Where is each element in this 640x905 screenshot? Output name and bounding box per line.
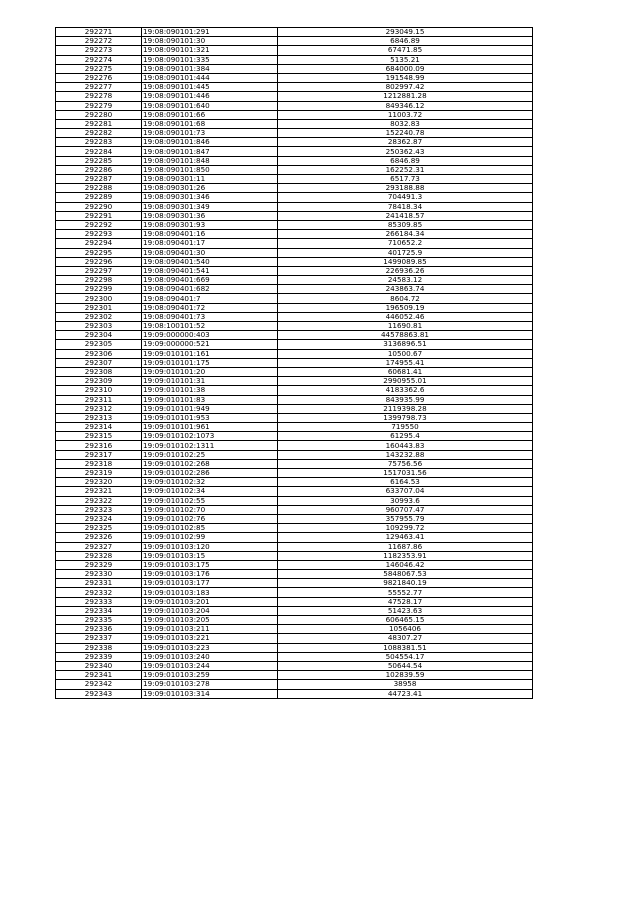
cadastral-number-cell: 19:09:010102:70 (142, 505, 278, 514)
row-number-cell: 292303 (56, 322, 142, 331)
value-cell: 44723.41 (278, 689, 533, 698)
value-cell: 38958 (278, 680, 533, 689)
cadastral-number-cell: 19:08:090401:30 (142, 248, 278, 257)
table-row (56, 28, 533, 37)
row-number-cell: 292315 (56, 432, 142, 441)
table-row (56, 487, 533, 496)
table-row (56, 579, 533, 588)
value-cell: 75756.56 (278, 459, 533, 468)
table-row (56, 64, 533, 73)
row-number-cell: 292341 (56, 671, 142, 680)
table-row (56, 588, 533, 597)
cadastral-number-cell: 19:08:090101:321 (142, 46, 278, 55)
table-row (56, 239, 533, 248)
cadastral-number-cell: 19:08:090101:384 (142, 64, 278, 73)
row-number-cell: 292340 (56, 661, 142, 670)
table-row (56, 202, 533, 211)
table-row (56, 423, 533, 432)
row-number-cell: 292287 (56, 175, 142, 184)
table-row (56, 165, 533, 174)
row-number-cell: 292291 (56, 211, 142, 220)
cadastral-number-cell: 19:09:000000:521 (142, 340, 278, 349)
row-number-cell: 292337 (56, 634, 142, 643)
table-row (56, 175, 533, 184)
row-number-cell: 292281 (56, 119, 142, 128)
cadastral-number-cell: 19:08:090101:335 (142, 55, 278, 64)
value-cell: 684000.09 (278, 64, 533, 73)
value-cell: 266184.34 (278, 230, 533, 239)
cadastral-number-cell: 19:09:010103:278 (142, 680, 278, 689)
cadastral-number-cell: 19:09:010102:85 (142, 524, 278, 533)
cadastral-number-cell: 19:08:090301:26 (142, 184, 278, 193)
row-number-cell: 292276 (56, 73, 142, 82)
row-number-cell: 292296 (56, 257, 142, 266)
value-cell: 4183362.6 (278, 386, 533, 395)
cadastral-number-cell: 19:09:010103:221 (142, 634, 278, 643)
table-row (56, 285, 533, 294)
value-cell: 162252.31 (278, 165, 533, 174)
row-number-cell: 292280 (56, 110, 142, 119)
value-cell: 11690.81 (278, 322, 533, 331)
row-number-cell: 292336 (56, 625, 142, 634)
table-row (56, 358, 533, 367)
table-row (56, 469, 533, 478)
row-number-cell: 292329 (56, 560, 142, 569)
row-number-cell: 292330 (56, 570, 142, 579)
table-row (56, 689, 533, 698)
value-cell: 196509.19 (278, 303, 533, 312)
value-cell: 50644.54 (278, 661, 533, 670)
row-number-cell: 292314 (56, 423, 142, 432)
table-row (56, 73, 533, 82)
table-row (56, 83, 533, 92)
value-cell: 160443.83 (278, 441, 533, 450)
cadastral-number-cell: 19:09:010102:268 (142, 459, 278, 468)
cadastral-number-cell: 19:09:010103:211 (142, 625, 278, 634)
cadastral-number-cell: 19:08:090101:68 (142, 119, 278, 128)
value-cell: 48307.27 (278, 634, 533, 643)
table-row (56, 643, 533, 652)
value-cell: 1182353.91 (278, 551, 533, 560)
row-number-cell: 292321 (56, 487, 142, 496)
row-number-cell: 292343 (56, 689, 142, 698)
value-cell: 960707.47 (278, 505, 533, 514)
table-row (56, 322, 533, 331)
value-cell: 504554.17 (278, 652, 533, 661)
cadastral-number-cell: 19:09:010103:314 (142, 689, 278, 698)
table-row (56, 514, 533, 523)
cadastral-number-cell: 19:08:090101:446 (142, 92, 278, 101)
value-cell: 143232.88 (278, 450, 533, 459)
cadastral-number-cell: 19:08:090401:7 (142, 294, 278, 303)
row-number-cell: 292300 (56, 294, 142, 303)
table-row (56, 331, 533, 340)
table-row (56, 92, 533, 101)
value-cell: 24583.12 (278, 276, 533, 285)
table-row (56, 560, 533, 569)
row-number-cell: 292290 (56, 202, 142, 211)
cadastral-number-cell: 19:08:090401:72 (142, 303, 278, 312)
cadastral-number-cell: 19:09:010102:25 (142, 450, 278, 459)
cadastral-number-cell: 19:09:010102:55 (142, 496, 278, 505)
cadastral-number-cell: 19:09:010102:34 (142, 487, 278, 496)
cadastral-number-cell: 19:09:010103:259 (142, 671, 278, 680)
value-cell: 243863.74 (278, 285, 533, 294)
value-cell: 8032.83 (278, 119, 533, 128)
cadastral-number-cell: 19:09:010101:949 (142, 404, 278, 413)
row-number-cell: 292308 (56, 367, 142, 376)
value-cell: 28362.87 (278, 138, 533, 147)
value-cell: 30993.6 (278, 496, 533, 505)
cadastral-number-cell: 19:08:090401:669 (142, 276, 278, 285)
value-cell: 1517031.56 (278, 469, 533, 478)
row-number-cell: 292272 (56, 37, 142, 46)
value-cell: 11003.72 (278, 110, 533, 119)
row-number-cell: 292282 (56, 129, 142, 138)
cadastral-number-cell: 19:09:010101:83 (142, 395, 278, 404)
cadastral-number-cell: 19:08:100101:52 (142, 322, 278, 331)
row-number-cell: 292292 (56, 220, 142, 229)
value-cell: 3136896.51 (278, 340, 533, 349)
value-cell: 152240.78 (278, 129, 533, 138)
value-cell: 1499089.85 (278, 257, 533, 266)
table-row (56, 110, 533, 119)
row-number-cell: 292331 (56, 579, 142, 588)
row-number-cell: 292277 (56, 83, 142, 92)
value-cell: 191548.99 (278, 73, 533, 82)
value-cell: 1212881.28 (278, 92, 533, 101)
value-cell: 44578863.81 (278, 331, 533, 340)
row-number-cell: 292319 (56, 469, 142, 478)
cadastral-number-cell: 19:09:010102:1311 (142, 441, 278, 450)
row-number-cell: 292278 (56, 92, 142, 101)
table-row (56, 257, 533, 266)
table-row (56, 340, 533, 349)
row-number-cell: 292279 (56, 101, 142, 110)
row-number-cell: 292310 (56, 386, 142, 395)
row-number-cell: 292285 (56, 156, 142, 165)
table-row (56, 671, 533, 680)
cadastral-number-cell: 19:08:090401:682 (142, 285, 278, 294)
value-cell: 9821840.19 (278, 579, 533, 588)
value-cell: 55552.77 (278, 588, 533, 597)
cadastral-number-cell: 19:08:090401:541 (142, 266, 278, 275)
cadastral-number-cell: 19:09:010102:286 (142, 469, 278, 478)
row-number-cell: 292326 (56, 533, 142, 542)
table-row (56, 432, 533, 441)
value-cell: 6517.73 (278, 175, 533, 184)
table-row (56, 505, 533, 514)
cadastral-number-cell: 19:08:090401:16 (142, 230, 278, 239)
row-number-cell: 292309 (56, 377, 142, 386)
table-row (56, 404, 533, 413)
row-number-cell: 292306 (56, 349, 142, 358)
table-row (56, 441, 533, 450)
value-cell: 633707.04 (278, 487, 533, 496)
value-cell: 401725.9 (278, 248, 533, 257)
table-row (56, 276, 533, 285)
row-number-cell: 292295 (56, 248, 142, 257)
table-row (56, 37, 533, 46)
row-number-cell: 292302 (56, 312, 142, 321)
value-cell: 357955.79 (278, 514, 533, 523)
value-cell: 8604.72 (278, 294, 533, 303)
table-row (56, 652, 533, 661)
cadastral-number-cell: 19:09:010102:32 (142, 478, 278, 487)
table-row (56, 570, 533, 579)
cadastral-number-cell: 19:08:090101:73 (142, 129, 278, 138)
value-cell: 2119398.28 (278, 404, 533, 413)
cadastral-number-cell: 19:09:010102:1073 (142, 432, 278, 441)
cadastral-number-cell: 19:08:090101:30 (142, 37, 278, 46)
cadastral-number-cell: 19:08:090301:11 (142, 175, 278, 184)
row-number-cell: 292327 (56, 542, 142, 551)
value-cell: 849346.12 (278, 101, 533, 110)
table-row (56, 377, 533, 386)
value-cell: 1056406 (278, 625, 533, 634)
value-cell: 250362.43 (278, 147, 533, 156)
value-cell: 1088381.51 (278, 643, 533, 652)
cadastral-number-cell: 19:09:010103:177 (142, 579, 278, 588)
cadastral-number-cell: 19:08:090301:36 (142, 211, 278, 220)
cadastral-number-cell: 19:09:010101:161 (142, 349, 278, 358)
value-cell: 293049.15 (278, 28, 533, 37)
row-number-cell: 292273 (56, 46, 142, 55)
table-row (56, 220, 533, 229)
table-row (56, 616, 533, 625)
cadastral-number-cell: 19:08:090401:540 (142, 257, 278, 266)
table-row (56, 450, 533, 459)
row-number-cell: 292323 (56, 505, 142, 514)
table-row (56, 625, 533, 634)
table-row (56, 211, 533, 220)
value-cell: 85309.85 (278, 220, 533, 229)
cadastral-value-table (55, 27, 533, 699)
value-cell: 61295.4 (278, 432, 533, 441)
table-row (56, 193, 533, 202)
row-number-cell: 292317 (56, 450, 142, 459)
table-row (56, 303, 533, 312)
cadastral-number-cell: 19:08:090101:846 (142, 138, 278, 147)
cadastral-number-cell: 19:09:010101:961 (142, 423, 278, 432)
value-cell: 11687.86 (278, 542, 533, 551)
table-row (56, 413, 533, 422)
row-number-cell: 292335 (56, 616, 142, 625)
row-number-cell: 292307 (56, 358, 142, 367)
row-number-cell: 292298 (56, 276, 142, 285)
row-number-cell: 292297 (56, 266, 142, 275)
cadastral-number-cell: 19:08:090101:850 (142, 165, 278, 174)
row-number-cell: 292283 (56, 138, 142, 147)
table-row (56, 46, 533, 55)
cadastral-number-cell: 19:09:010101:175 (142, 358, 278, 367)
row-number-cell: 292284 (56, 147, 142, 156)
cadastral-number-cell: 19:09:010103:175 (142, 560, 278, 569)
value-cell: 10500.67 (278, 349, 533, 358)
value-cell: 843935.99 (278, 395, 533, 404)
row-number-cell: 292342 (56, 680, 142, 689)
row-number-cell: 292299 (56, 285, 142, 294)
cadastral-number-cell: 19:09:010103:201 (142, 597, 278, 606)
row-number-cell: 292289 (56, 193, 142, 202)
cadastral-number-cell: 19:09:010102:76 (142, 514, 278, 523)
value-cell: 6846.89 (278, 37, 533, 46)
cadastral-number-cell: 19:09:010103:183 (142, 588, 278, 597)
cadastral-number-cell: 19:09:010103:240 (142, 652, 278, 661)
row-number-cell: 292304 (56, 331, 142, 340)
table-row (56, 266, 533, 275)
table-row (56, 138, 533, 147)
row-number-cell: 292305 (56, 340, 142, 349)
cadastral-number-cell: 19:08:090101:444 (142, 73, 278, 82)
value-cell: 446052.46 (278, 312, 533, 321)
cadastral-number-cell: 19:08:090101:291 (142, 28, 278, 37)
table-row (56, 367, 533, 376)
row-number-cell: 292294 (56, 239, 142, 248)
cadastral-number-cell: 19:09:010103:244 (142, 661, 278, 670)
table-row (56, 156, 533, 165)
table-row (56, 230, 533, 239)
value-cell: 174955.41 (278, 358, 533, 367)
cadastral-number-cell: 19:09:010101:31 (142, 377, 278, 386)
table-row (56, 184, 533, 193)
row-number-cell: 292325 (56, 524, 142, 533)
cadastral-number-cell: 19:09:000000:403 (142, 331, 278, 340)
table-row (56, 294, 533, 303)
row-number-cell: 292313 (56, 413, 142, 422)
row-number-cell: 292311 (56, 395, 142, 404)
cadastral-number-cell: 19:09:010101:953 (142, 413, 278, 422)
row-number-cell: 292312 (56, 404, 142, 413)
value-cell: 102839.59 (278, 671, 533, 680)
value-cell: 606465.15 (278, 616, 533, 625)
table-row (56, 533, 533, 542)
cadastral-number-cell: 19:08:090301:346 (142, 193, 278, 202)
row-number-cell: 292288 (56, 184, 142, 193)
value-cell: 109299.72 (278, 524, 533, 533)
cadastral-number-cell: 19:09:010103:223 (142, 643, 278, 652)
table-row (56, 312, 533, 321)
row-number-cell: 292332 (56, 588, 142, 597)
value-cell: 802997.42 (278, 83, 533, 92)
row-number-cell: 292334 (56, 606, 142, 615)
value-cell: 5135.21 (278, 55, 533, 64)
row-number-cell: 292339 (56, 652, 142, 661)
value-cell: 78418.34 (278, 202, 533, 211)
cadastral-number-cell: 19:09:010103:176 (142, 570, 278, 579)
table-row (56, 119, 533, 128)
row-number-cell: 292333 (56, 597, 142, 606)
table-row (56, 55, 533, 64)
cadastral-number-cell: 19:08:090101:847 (142, 147, 278, 156)
value-cell: 710652.2 (278, 239, 533, 248)
row-number-cell: 292301 (56, 303, 142, 312)
table-row (56, 524, 533, 533)
row-number-cell: 292316 (56, 441, 142, 450)
value-cell: 6846.89 (278, 156, 533, 165)
value-cell: 226936.26 (278, 266, 533, 275)
row-number-cell: 292318 (56, 459, 142, 468)
table-row (56, 147, 533, 156)
cadastral-number-cell: 19:09:010102:99 (142, 533, 278, 542)
row-number-cell: 292322 (56, 496, 142, 505)
table-row (56, 661, 533, 670)
cadastral-number-cell: 19:09:010103:204 (142, 606, 278, 615)
table-row (56, 606, 533, 615)
cadastral-number-cell: 19:09:010101:20 (142, 367, 278, 376)
cadastral-number-cell: 19:08:090101:445 (142, 83, 278, 92)
value-cell: 719550 (278, 423, 533, 432)
cadastral-number-cell: 19:08:090101:640 (142, 101, 278, 110)
table-row (56, 395, 533, 404)
table-row (56, 386, 533, 395)
value-cell: 47528.17 (278, 597, 533, 606)
table-row (56, 634, 533, 643)
row-number-cell: 292338 (56, 643, 142, 652)
cadastral-number-cell: 19:08:090301:349 (142, 202, 278, 211)
cadastral-number-cell: 19:09:010103:15 (142, 551, 278, 560)
value-cell: 60681.41 (278, 367, 533, 376)
table-row (56, 478, 533, 487)
value-cell: 67471.85 (278, 46, 533, 55)
value-cell: 1399798.73 (278, 413, 533, 422)
value-cell: 2990955.01 (278, 377, 533, 386)
value-cell: 129463.41 (278, 533, 533, 542)
cadastral-number-cell: 19:08:090401:73 (142, 312, 278, 321)
value-cell: 241418.57 (278, 211, 533, 220)
row-number-cell: 292274 (56, 55, 142, 64)
cadastral-number-cell: 19:09:010103:205 (142, 616, 278, 625)
value-cell: 704491.3 (278, 193, 533, 202)
value-cell: 51423.63 (278, 606, 533, 615)
row-number-cell: 292320 (56, 478, 142, 487)
table-row (56, 597, 533, 606)
value-cell: 146046.42 (278, 560, 533, 569)
row-number-cell: 292275 (56, 64, 142, 73)
value-cell: 293188.88 (278, 184, 533, 193)
row-number-cell: 292286 (56, 165, 142, 174)
table-row (56, 129, 533, 138)
table-row (56, 542, 533, 551)
row-number-cell: 292293 (56, 230, 142, 239)
table-row (56, 551, 533, 560)
row-number-cell: 292271 (56, 28, 142, 37)
table-row (56, 496, 533, 505)
cadastral-number-cell: 19:09:010103:120 (142, 542, 278, 551)
cadastral-number-cell: 19:08:090301:93 (142, 220, 278, 229)
cadastral-number-cell: 19:09:010101:38 (142, 386, 278, 395)
cadastral-number-cell: 19:08:090101:848 (142, 156, 278, 165)
value-cell: 5848067.53 (278, 570, 533, 579)
table-row (56, 248, 533, 257)
table-body (56, 28, 533, 699)
value-cell: 6164.53 (278, 478, 533, 487)
table-row (56, 349, 533, 358)
row-number-cell: 292324 (56, 514, 142, 523)
row-number-cell: 292328 (56, 551, 142, 560)
table-row (56, 680, 533, 689)
table-row (56, 459, 533, 468)
cadastral-number-cell: 19:08:090101:66 (142, 110, 278, 119)
table-row (56, 101, 533, 110)
cadastral-number-cell: 19:08:090401:17 (142, 239, 278, 248)
